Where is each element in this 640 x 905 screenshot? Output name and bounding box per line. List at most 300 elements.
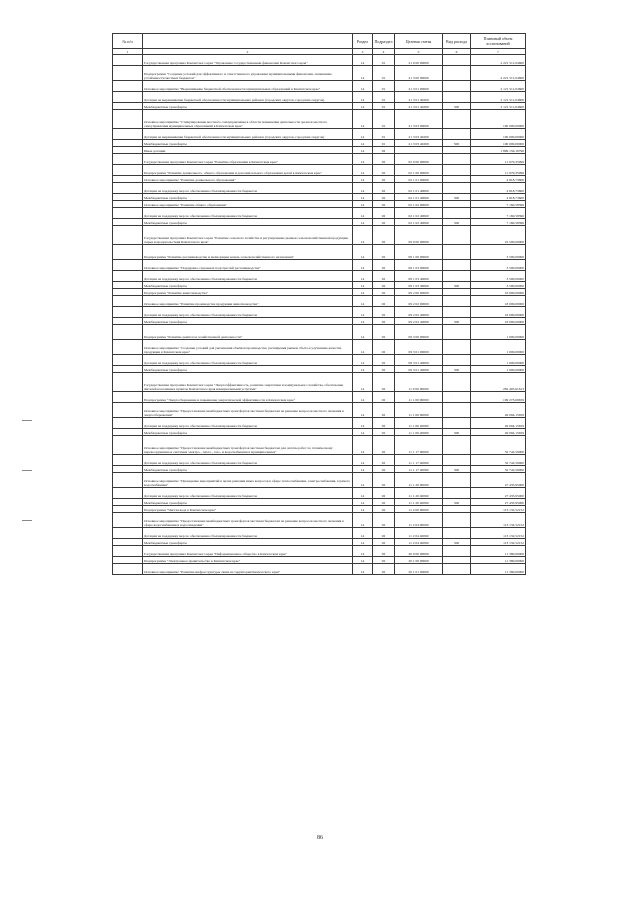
table-row (113, 466, 526, 473)
row-name-cell: Дотации на поддержку мер по обеспечению сбалансированности бюджетов (143, 528, 353, 539)
row-expense-type-cell (443, 392, 471, 403)
table-row (113, 325, 526, 340)
row-target-cell: 20 0 00 00000 (395, 546, 443, 557)
row-podrazdel-cell: 02 (373, 436, 395, 455)
row-podrazdel-cell: 02 (373, 513, 395, 528)
row-podrazdel-cell: 02 (373, 289, 395, 296)
row-amount-cell: 2 221 511,04600 (471, 66, 526, 81)
row-razdel-cell: 14 (353, 403, 373, 418)
row-name-cell: Подпрограмма "Развитие животноводства" (143, 289, 353, 296)
row-expense-type-cell (443, 418, 471, 429)
table-row (113, 473, 526, 488)
row-podrazdel-cell: 01 (373, 140, 395, 147)
row-name-cell: Межбюджетные трансферты (143, 466, 353, 473)
row-podrazdel-cell: 02 (373, 183, 395, 194)
row-amount-cell: 11 380,00000 (471, 564, 526, 575)
row-podrazdel-cell: 01 (373, 92, 395, 103)
row-amount-cell: 32 742,59000 (471, 436, 526, 455)
row-name-cell: Дотации на поддержку мер по обеспечению сбалансированности бюджетов (143, 418, 353, 429)
row-number-cell (113, 355, 143, 366)
row-podrazdel-cell: 02 (373, 473, 395, 488)
row-razdel-cell: 14 (353, 201, 373, 208)
row-number-cell (113, 66, 143, 81)
row-name-cell: Дотации на поддержку мер по обеспечению сбалансированности бюджетов (143, 208, 353, 219)
table-row (113, 55, 526, 66)
row-target-cell: 09 1 03 00000 (395, 260, 443, 271)
row-amount-cell: 2 121 511,04600 (471, 92, 526, 103)
row-name-cell: Дотации на поддержку мер по обеспечению сбалансированности бюджетов (143, 307, 353, 318)
row-name-cell: Дотации на поддержку мер по обеспечению сбалансированности бюджетов (143, 271, 353, 282)
table-row (113, 557, 526, 564)
row-amount-cell: 49 094,15659 (471, 403, 526, 418)
row-expense-type-cell: 500 (443, 539, 471, 546)
row-expense-type-cell: 500 (443, 318, 471, 325)
row-razdel-cell: 14 (353, 418, 373, 429)
row-razdel-cell: 14 (353, 436, 373, 455)
row-podrazdel-cell: 02 (373, 271, 395, 282)
row-expense-type-cell (443, 271, 471, 282)
row-razdel-cell: 14 (353, 103, 373, 110)
row-target-cell: 11 1 20 40060 (395, 499, 443, 506)
row-number-cell (113, 506, 143, 513)
row-podrazdel-cell: 02 (373, 226, 395, 245)
row-expense-type-cell (443, 55, 471, 66)
row-name-cell: Межбюджетные трансферты (143, 219, 353, 226)
row-name-cell: Дотации на поддержку мер по обеспечению сбалансированности бюджетов (143, 355, 353, 366)
row-number-cell (113, 325, 143, 340)
row-podrazdel-cell: 02 (373, 154, 395, 165)
row-expense-type-cell (443, 528, 471, 539)
row-number-cell (113, 307, 143, 318)
col-number: 7 (471, 49, 526, 55)
table-row (113, 488, 526, 499)
row-podrazdel-cell: 02 (373, 307, 395, 318)
table-row (113, 219, 526, 226)
row-number-cell (113, 557, 143, 564)
row-expense-type-cell (443, 92, 471, 103)
row-expense-type-cell: 500 (443, 429, 471, 436)
row-expense-type-cell: 500 (443, 499, 471, 506)
row-expense-type-cell: 500 (443, 103, 471, 110)
row-target-cell: 11 1 06 00000 (395, 403, 443, 418)
table-row (113, 455, 526, 466)
row-amount-cell: 18 000,00000 (471, 289, 526, 296)
row-number-cell (113, 473, 143, 488)
row-number-cell (113, 140, 143, 147)
table-row (113, 296, 526, 307)
table-row (113, 289, 526, 296)
row-amount-cell: 18 000,00000 (471, 318, 526, 325)
row-number-cell (113, 373, 143, 392)
row-razdel-cell: 14 (353, 55, 373, 66)
table-row (113, 165, 526, 176)
row-podrazdel-cell: 02 (373, 296, 395, 307)
row-expense-type-cell (443, 129, 471, 140)
row-podrazdel-cell: 02 (373, 260, 395, 271)
row-razdel-cell: 14 (353, 271, 373, 282)
row-expense-type-cell (443, 201, 471, 208)
row-name-cell: Дотации на поддержку мер по обеспечению сбалансированности бюджетов (143, 455, 353, 466)
row-razdel-cell: 14 (353, 307, 373, 318)
row-target-cell: 02 1 02 40060 (395, 219, 443, 226)
row-expense-type-cell (443, 110, 471, 129)
table-row (113, 546, 526, 557)
row-podrazdel-cell: 02 (373, 466, 395, 473)
row-expense-type-cell (443, 403, 471, 418)
row-expense-type-cell (443, 245, 471, 260)
row-podrazdel-cell: 02 (373, 355, 395, 366)
row-razdel-cell: 14 (353, 373, 373, 392)
row-number-cell (113, 260, 143, 271)
row-expense-type-cell (443, 546, 471, 557)
row-podrazdel-cell: 01 (373, 129, 395, 140)
row-number-cell (113, 245, 143, 260)
row-expense-type-cell: 500 (443, 466, 471, 473)
row-target-cell: 02 0 00 00000 (395, 154, 443, 165)
row-name-cell: Подпрограмма "Энергосбережение и повышение энергетической эффективности в Камчатском крае" (143, 392, 353, 403)
row-target-cell: 11 2 04 00000 (395, 513, 443, 528)
row-razdel-cell: 14 (353, 140, 373, 147)
row-target-cell: 21 3 01 40200 (395, 103, 443, 110)
row-expense-type-cell: 500 (443, 366, 471, 373)
row-number-cell (113, 466, 143, 473)
row-expense-type-cell (443, 488, 471, 499)
table-row (113, 539, 526, 546)
row-name-cell: Межбюджетные трансферты (143, 539, 353, 546)
row-number-cell (113, 176, 143, 183)
row-target-cell: 11 2 04 40060 (395, 539, 443, 546)
row-expense-type-cell (443, 455, 471, 466)
row-amount-cell: 7 160,58396 (471, 219, 526, 226)
table-row (113, 271, 526, 282)
row-number-cell (113, 392, 143, 403)
row-name-cell: Основное мероприятие "Развитие производства продукции животноводства" (143, 296, 353, 307)
row-razdel-cell: 14 (353, 546, 373, 557)
col-header-razdel: Раздел (353, 34, 373, 49)
row-target-cell: 09 0 00 00000 (395, 226, 443, 245)
row-podrazdel-cell: 01 (373, 81, 395, 92)
row-target-cell: 20 1 01 00000 (395, 564, 443, 575)
row-number-cell (113, 165, 143, 176)
row-expense-type-cell (443, 176, 471, 183)
row-podrazdel-cell: 01 (373, 55, 395, 66)
row-name-cell: Основное мероприятие "Предоставление межбюджетных трансфертов местным бюджетам на решение вопросов местного значения в энергосбережении" (143, 403, 353, 418)
table-row (113, 129, 526, 140)
row-amount-cell: 3 500,00000 (471, 282, 526, 289)
row-name-cell: Подпрограмма "Развитие дошкольного, общего образования и дополнительного образования детей в Камчатском крае" (143, 165, 353, 176)
row-amount-cell: 2 221 511,04600 (471, 55, 526, 66)
table-row (113, 340, 526, 355)
row-name-cell: Межбюджетные трансферты (143, 103, 353, 110)
row-razdel-cell: 14 (353, 318, 373, 325)
row-target-cell: 11 0 00 00000 (395, 373, 443, 392)
row-name-cell: Государственная программа Камчатского края "Развитие сельского хозяйства и регулирование рынков сельскохозяйственной продукции, сырья и продовольствия Камчатского края" (143, 226, 353, 245)
row-target-cell: 11 1 06 40060 (395, 429, 443, 436)
row-name-cell: Межбюджетные трансферты (143, 429, 353, 436)
row-number-cell (113, 271, 143, 282)
row-expense-type-cell (443, 473, 471, 488)
row-razdel-cell: 14 (353, 366, 373, 373)
row-expense-type-cell (443, 147, 471, 154)
table-row (113, 436, 526, 455)
row-razdel-cell: 14 (353, 466, 373, 473)
row-expense-type-cell (443, 513, 471, 528)
row-razdel-cell: 14 (353, 355, 373, 366)
row-name-cell: Подпрограмма "Развитие ремёсла и хозяйственной деятельности" (143, 325, 353, 340)
row-razdel-cell: 14 (353, 81, 373, 92)
row-number-cell (113, 129, 143, 140)
col-header-podrazdel: Подраздел (373, 34, 395, 49)
row-target-cell: 09 1 03 40060 (395, 271, 443, 282)
row-target-cell: 09 2 02 00000 (395, 296, 443, 307)
row-razdel-cell: 14 (353, 154, 373, 165)
table-row (113, 429, 526, 436)
row-amount-cell: 7 160,58396 (471, 201, 526, 208)
table-row (113, 564, 526, 575)
row-amount-cell: 1 000,00000 (471, 340, 526, 355)
table-row (113, 392, 526, 403)
row-name-cell: Основное мероприятие "Предоставление межбюджетных трансфертов местным бюджетам на решение вопросов местного значения в сфере водоснабжения и водоотведения" (143, 513, 353, 528)
table-row (113, 183, 526, 194)
page-number: 86 (317, 835, 323, 841)
row-amount-cell: 4 818,73600 (471, 194, 526, 201)
row-number-cell (113, 539, 143, 546)
row-razdel-cell: 14 (353, 296, 373, 307)
row-razdel-cell: 14 (353, 66, 373, 81)
row-podrazdel-cell: 02 (373, 403, 395, 418)
row-razdel-cell: 14 (353, 282, 373, 289)
row-expense-type-cell: 500 (443, 194, 471, 201)
row-expense-type-cell (443, 165, 471, 176)
row-expense-type-cell (443, 208, 471, 219)
row-podrazdel-cell: 02 (373, 499, 395, 506)
row-amount-cell: 1 000,00000 (471, 355, 526, 366)
row-name-cell: Подпрограмма "Создание условий для эффективного и ответственного управления муниципальными финансами, повышение устойчивости местных бюджетов" (143, 66, 353, 81)
row-name-cell: Дотации на выравнивание бюджетной обеспеченности муниципальных районов (городских округов, городских округов) (143, 129, 353, 140)
row-amount-cell: 18 000,00000 (471, 307, 526, 318)
row-podrazdel-cell: 02 (373, 147, 395, 154)
row-number-cell (113, 403, 143, 418)
row-podrazdel-cell: 02 (373, 539, 395, 546)
table-row (113, 140, 526, 147)
table-row (113, 147, 526, 154)
row-razdel-cell: 14 (353, 226, 373, 245)
table-row (113, 110, 526, 129)
table-row (113, 92, 526, 103)
row-razdel-cell: 14 (353, 473, 373, 488)
col-header-expense-type: Вид расхода (443, 34, 471, 49)
row-podrazdel-cell: 02 (373, 488, 395, 499)
row-name-cell: Основное мероприятие "Создание условий для увеличения объёмов производства, расширения рынков сбыта и улучшение качества продукции в Камчатском крае" (143, 340, 353, 355)
row-podrazdel-cell: 02 (373, 557, 395, 564)
row-amount-cell: 282 405,61613 (471, 373, 526, 392)
margin-mark (22, 420, 32, 421)
row-razdel-cell: 14 (353, 513, 373, 528)
row-target-cell: 11 2 00 00000 (395, 506, 443, 513)
row-number-cell (113, 296, 143, 307)
row-razdel-cell: 14 (353, 92, 373, 103)
table-row (113, 307, 526, 318)
row-amount-cell: 1 000,00000 (471, 366, 526, 373)
row-podrazdel-cell: 02 (373, 373, 395, 392)
row-amount-cell: 18 000,00000 (471, 296, 526, 307)
row-number-cell (113, 208, 143, 219)
row-podrazdel-cell: 02 (373, 282, 395, 289)
row-amount-cell: 27 435,95000 (471, 473, 526, 488)
row-number-cell (113, 92, 143, 103)
table-row (113, 154, 526, 165)
row-expense-type-cell (443, 557, 471, 564)
row-name-cell: Иные дотации (143, 147, 353, 154)
row-podrazdel-cell: 02 (373, 318, 395, 325)
row-amount-cell: 32 742,59000 (471, 466, 526, 473)
row-target-cell: 09 2 00 00000 (395, 289, 443, 296)
row-razdel-cell: 14 (353, 528, 373, 539)
row-name-cell: Подпрограмма "Развитие растениеводства и мелиорации земель сельскохозяйственного назначения" (143, 245, 353, 260)
row-amount-cell: 113 132,52152 (471, 513, 526, 528)
row-number-cell (113, 340, 143, 355)
row-target-cell: 09 2 02 40060 (395, 318, 443, 325)
row-target-cell: 21 3 03 40200 (395, 129, 443, 140)
row-razdel-cell: 14 (353, 219, 373, 226)
table-row (113, 103, 526, 110)
row-target-cell: 02 1 02 00000 (395, 201, 443, 208)
row-target-cell: 09 1 00 00000 (395, 245, 443, 260)
margin-mark (22, 520, 32, 521)
row-number-cell (113, 499, 143, 506)
row-number-cell (113, 183, 143, 194)
row-target-cell: 02 1 02 40060 (395, 208, 443, 219)
row-name-cell: Государственная программа Камчатского края "Информационное общество в Камчатском крае" (143, 546, 353, 557)
row-expense-type-cell (443, 355, 471, 366)
row-podrazdel-cell: 01 (373, 66, 395, 81)
table-row (113, 176, 526, 183)
row-podrazdel-cell: 02 (373, 366, 395, 373)
row-expense-type-cell (443, 340, 471, 355)
row-podrazdel-cell: 01 (373, 103, 395, 110)
row-razdel-cell: 14 (353, 147, 373, 154)
row-razdel-cell: 14 (353, 325, 373, 340)
row-amount-cell: 3 500,00000 (471, 260, 526, 271)
row-name-cell: Подпрограмма "Электронное правительство в Камчатском крае" (143, 557, 353, 564)
row-podrazdel-cell: 02 (373, 429, 395, 436)
row-name-cell: Государственная программа Камчатского края "Развитие образования в Камчатском крае" (143, 154, 353, 165)
row-razdel-cell: 14 (353, 506, 373, 513)
row-amount-cell: 100 000,00000 (471, 129, 526, 140)
row-name-cell: Межбюджетные трансферты (143, 140, 353, 147)
row-razdel-cell: 14 (353, 194, 373, 201)
margin-mark (22, 470, 32, 471)
row-target-cell: 11 1 17 40060 (395, 466, 443, 473)
row-expense-type-cell (443, 66, 471, 81)
row-target-cell: 09 3 01 00000 (395, 340, 443, 355)
row-target-cell: 11 2 04 40060 (395, 528, 443, 539)
row-name-cell: Дотации на поддержку мер по обеспечению сбалансированности бюджетов (143, 183, 353, 194)
col-header-number: № п/п (113, 34, 143, 49)
row-target-cell: 21 3 01 40200 (395, 92, 443, 103)
row-expense-type-cell: 500 (443, 219, 471, 226)
table-row (113, 373, 526, 392)
row-number-cell (113, 366, 143, 373)
row-amount-cell: 4 818,73600 (471, 176, 526, 183)
row-number-cell (113, 147, 143, 154)
row-expense-type-cell: 500 (443, 140, 471, 147)
row-target-cell: 11 1 00 00000 (395, 392, 443, 403)
row-target-cell: 11 1 06 40060 (395, 418, 443, 429)
row-razdel-cell: 14 (353, 539, 373, 546)
row-target-cell: 11 1 17 40060 (395, 455, 443, 466)
col-header-target: Целевая статья (395, 34, 443, 49)
row-amount-cell: 100 000,00000 (471, 140, 526, 147)
table-row (113, 194, 526, 201)
row-podrazdel-cell: 02 (373, 201, 395, 208)
row-name-cell: Межбюджетные трансферты (143, 194, 353, 201)
row-target-cell: 20 1 00 00000 (395, 557, 443, 564)
row-podrazdel-cell: 02 (373, 245, 395, 260)
row-target-cell: 21 0 00 00000 (395, 55, 443, 66)
col-header-amount: Плановый объем ассигнований (471, 34, 526, 49)
row-amount-cell: 2 121 511,04600 (471, 81, 526, 92)
row-amount-cell: 113 132,52152 (471, 506, 526, 513)
row-razdel-cell: 14 (353, 392, 373, 403)
row-target-cell: 21 3 03 00000 (395, 110, 443, 129)
row-target-cell: 09 1 03 40060 (395, 282, 443, 289)
row-expense-type-cell (443, 325, 471, 340)
row-podrazdel-cell: 02 (373, 506, 395, 513)
row-number-cell (113, 282, 143, 289)
table-row (113, 318, 526, 325)
row-number-cell (113, 194, 143, 201)
row-number-cell (113, 81, 143, 92)
row-name-cell: Государственная программа Камчатского края "Энергоэффективность, развитие энергетики и коммунального хозяйства, обеспечение жителей населенных пунктов Камчатского края коммунальными услугами" (143, 373, 353, 392)
row-amount-cell: 11 380,00000 (471, 546, 526, 557)
row-amount-cell: 1 899 156,10796 (471, 147, 526, 154)
row-amount-cell: 4 818,73600 (471, 183, 526, 194)
row-amount-cell: 113 132,52152 (471, 528, 526, 539)
table-row (113, 260, 526, 271)
row-name-cell: Дотации на поддержку мер по обеспечению сбалансированности бюджетов (143, 488, 353, 499)
row-amount-cell: 49 094,15659 (471, 429, 526, 436)
row-razdel-cell: 14 (353, 499, 373, 506)
row-expense-type-cell (443, 226, 471, 245)
row-expense-type-cell (443, 260, 471, 271)
row-target-cell: 21 3 03 40200 (395, 140, 443, 147)
row-name-cell: Дотации на выравнивание бюджетной обеспеченности муниципальных районов (городских округов, городских округов) (143, 92, 353, 103)
row-razdel-cell: 14 (353, 340, 373, 355)
row-number-cell (113, 455, 143, 466)
row-name-cell: Основное мероприятие "Выравнивание бюджетной обеспеченности муниципальных образований в Камчатском крае" (143, 81, 353, 92)
row-amount-cell: 1 000,00000 (471, 325, 526, 340)
row-razdel-cell: 14 (353, 245, 373, 260)
row-amount-cell: 11 979,35996 (471, 165, 526, 176)
row-razdel-cell: 14 (353, 129, 373, 140)
row-amount-cell: 22 500,00000 (471, 226, 526, 245)
row-target-cell: 09 3 00 00000 (395, 325, 443, 340)
row-razdel-cell: 14 (353, 183, 373, 194)
row-expense-type-cell (443, 296, 471, 307)
row-podrazdel-cell: 02 (373, 455, 395, 466)
document-sheet (112, 33, 525, 575)
table-row (113, 66, 526, 81)
row-expense-type-cell (443, 307, 471, 318)
table-row (113, 201, 526, 208)
row-podrazdel-cell: 02 (373, 194, 395, 201)
row-amount-cell: 11 979,35996 (471, 154, 526, 165)
header-row (113, 34, 526, 49)
row-podrazdel-cell: 02 (373, 219, 395, 226)
row-expense-type-cell (443, 289, 471, 296)
row-amount-cell: 100 000,00000 (471, 110, 526, 129)
